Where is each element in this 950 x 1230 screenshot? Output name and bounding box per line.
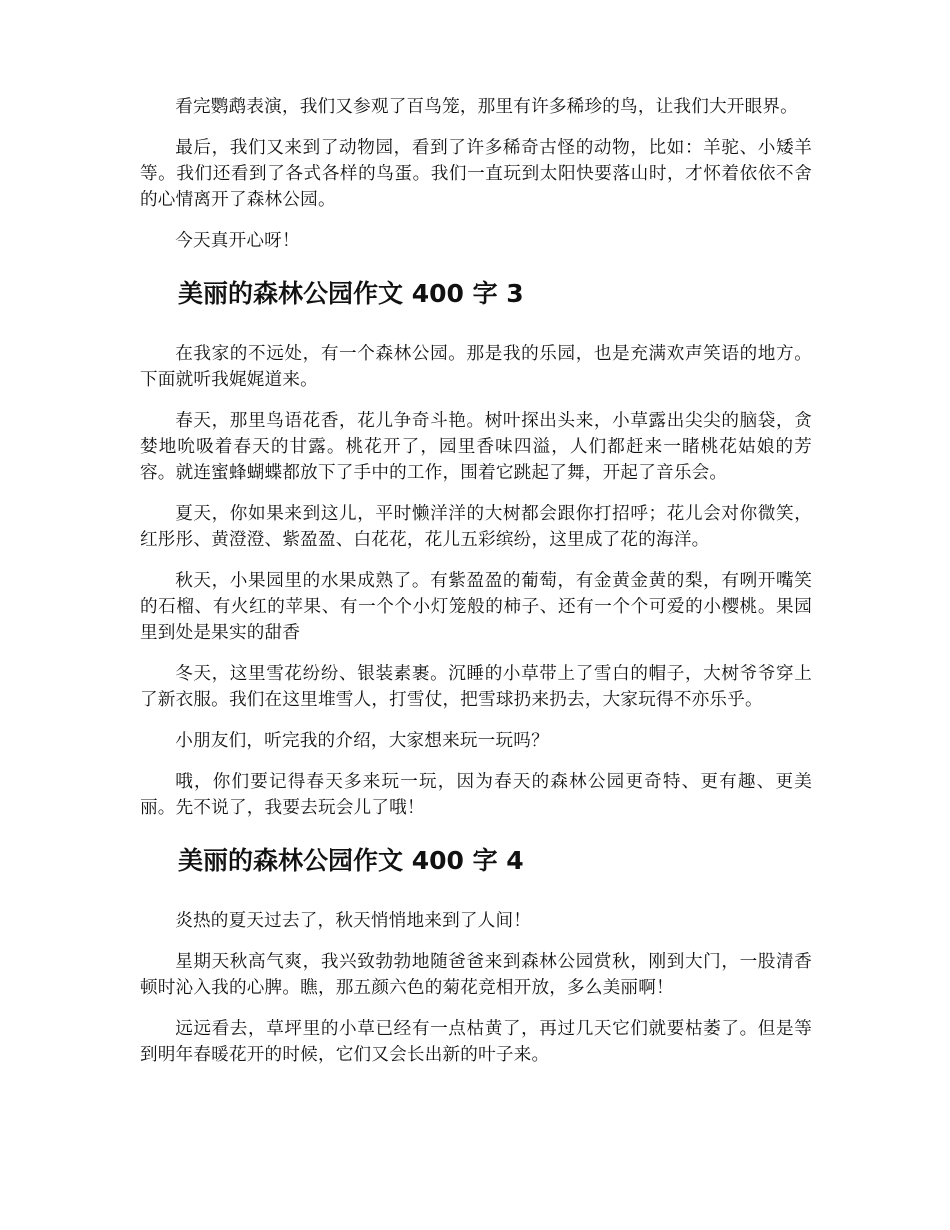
paragraph: 秋天，小果园里的水果成熟了。有紫盈盈的葡萄，有金黄金黄的梨，有咧开嘴笑的石榴、有火红的苹果、有一个个小灯笼般的柿子、还有一个个可爱的小樱桃。果园里到处是果实的甜香 [140, 571, 812, 643]
paragraph: 今天真开心呀！ [175, 231, 300, 251]
paragraph: 看完鹦鹉表演，我们又参观了百鸟笼，那里有许多稀珍的鸟，让我们大开眼界。 [175, 97, 798, 117]
section-2 [140, 274, 812, 821]
paragraph: 在我家的不远处，有一个森林公园。那是我的乐园，也是充满欢声笑语的地方。下面就听我娓娓道来。 [140, 344, 812, 390]
section-heading: 美丽的森林公园作文 400 字 4 [178, 846, 524, 875]
paragraph: 夏天，你如果来到这儿，平时懒洋洋的大树都会跟你打招呼；花儿会对你微笑，红彤彤、黄澄澄、紫盈盈、白花花，花儿五彩缤纷，这里成了花的海洋。 [140, 504, 812, 550]
paragraph: 冬天，这里雪花纷纷、银装素裹。沉睡的小草带上了雪白的帽子，大树爷爷穿上了新衣服。我们在这里堆雪人，打雪仗，把雪球扔来扔去，大家玩得不亦乐乎。 [140, 664, 812, 710]
paragraph: 哦，你们要记得春天多来玩一玩，因为春天的森林公园更奇特、更有趣、更美丽。先不说了，我要去玩会儿了哦！ [140, 772, 812, 818]
paragraph: 春天，那里鸟语花香，花儿争奇斗艳。树叶探出头来，小草露出尖尖的脑袋，贪婪地吮吸着春天的甘露。桃花开了，园里香味四溢，人们都赶来一睹桃花姑娘的芳容。就连蜜蜂蝴蝶都放下了手中的工作，围着它跳起了舞，开起了音乐会。 [140, 411, 812, 483]
section-1 [140, 94, 812, 254]
document-page [140, 94, 812, 1068]
paragraph: 小朋友们，听完我的介绍，大家想来玩一玩吗？ [175, 731, 549, 751]
paragraph: 炎热的夏天过去了，秋天悄悄地来到了人间！ [175, 911, 532, 931]
section-heading: 美丽的森林公园作文 400 字 3 [178, 279, 524, 308]
section-3 [140, 841, 812, 1068]
paragraph: 星期天秋高气爽，我兴致勃勃地随爸爸来到森林公园赏秋，刚到大门，一股清香顿时沁入我的心脾。瞧，那五颜六色的菊花竞相开放，多么美丽啊！ [140, 952, 812, 998]
paragraph: 远远看去，草坪里的小草已经有一点枯黄了，再过几天它们就要枯萎了。但是等到明年春暖花开的时候，它们又会长出新的叶子来。 [140, 1019, 812, 1065]
paragraph: 最后，我们又来到了动物园，看到了许多稀奇古怪的动物，比如：羊驼、小矮羊等。我们还看到了各式各样的鸟蛋。我们一直玩到太阳快要落山时，才怀着依依不舍的心情离开了森林公园。 [140, 138, 812, 210]
